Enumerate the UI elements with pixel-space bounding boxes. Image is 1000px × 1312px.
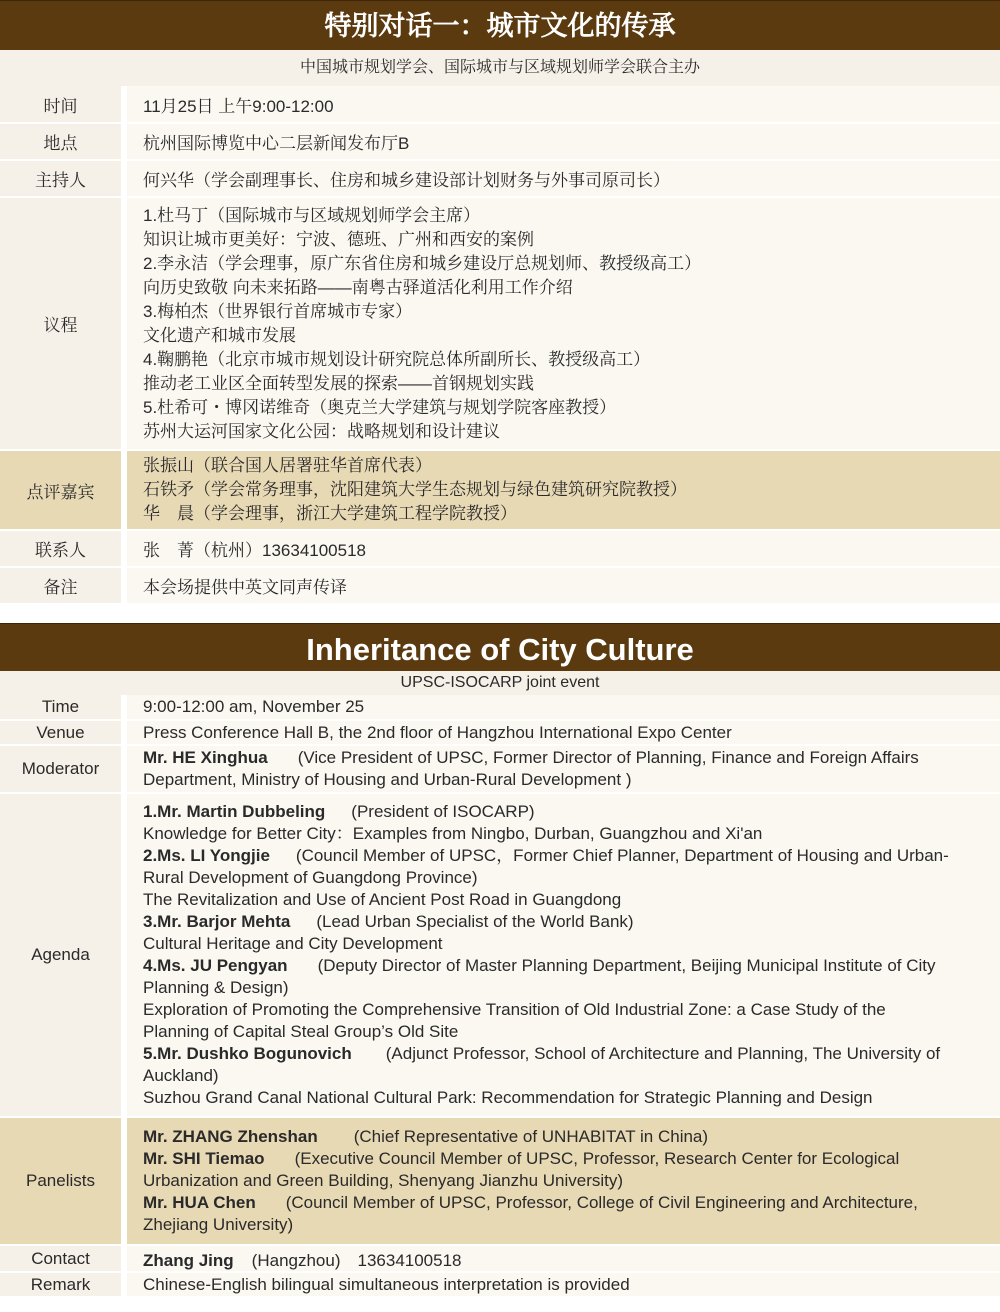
- en-row-remark: [0, 1272, 1000, 1297]
- en-panelist-name: Mr. SHI Tiemao: [143, 1149, 265, 1168]
- cn-agenda-item: 1.杜马丁（国际城市与区域规划师学会主席）: [143, 205, 481, 225]
- en-title: Inheritance of City Culture: [0, 623, 1000, 671]
- en-moderator-role: (Vice President of UPSC, Former Director of Planning, Finance and Foreign Affairs: [297, 748, 919, 767]
- cn-row-time: [0, 86, 1000, 123]
- cn-panelist: 石铁矛（学会常务理事，沈阳建筑大学生态规划与绿色建筑研究院教授）: [143, 480, 687, 499]
- cn-venue-value: 杭州国际博览中心二层新闻发布厅B: [124, 123, 1000, 160]
- en-panel-label: Panelists: [0, 1117, 124, 1245]
- en-panelist-role: Zhejiang University): [143, 1215, 294, 1234]
- en-speaker-name: 3.Mr. Barjor Mehta: [143, 912, 291, 931]
- cn-venue-label: 地点: [0, 123, 124, 160]
- en-speaker-topic: The Revitalization and Use of Ancient Post Road in Guangdong: [143, 890, 622, 909]
- en-time-value: 9:00-12:00 am, November 25: [124, 695, 1000, 720]
- cn-row-agenda: [0, 197, 1000, 450]
- en-speaker-role: (Deputy Director of Master Planning Department, Beijing Municipal Institute of City: [317, 956, 936, 975]
- en-speaker-topic: Planning of Capital Steal Group’s Old Site: [143, 1022, 459, 1041]
- cn-contact-label: 联系人: [0, 530, 124, 567]
- cn-agenda-item: 4.鞠鹏艳（北京市城市规划设计研究院总体所副所长、教授级高工）: [143, 349, 651, 369]
- en-time-label: Time: [0, 695, 124, 720]
- en-speaker-role: Auckland): [143, 1066, 219, 1085]
- cn-schedule-table: [0, 86, 1000, 605]
- en-speaker-role: Planning & Design): [143, 978, 289, 997]
- en-row-moderator: [0, 745, 1000, 793]
- en-moderator-value: [124, 745, 1000, 793]
- en-speaker-role: (Lead Urban Specialist of the World Bank): [316, 912, 634, 931]
- en-speaker-name: 5.Mr. Dushko Bogunovich: [143, 1044, 352, 1063]
- cn-panel-list: [124, 450, 1000, 530]
- cn-panelist: 华 晨（学会理事，浙江大学建筑工程学院教授）: [143, 504, 517, 523]
- cn-time-value: 11月25日 上午9:00-12:00: [124, 86, 1000, 123]
- en-row-contact: [0, 1245, 1000, 1272]
- cn-panel-label: 点评嘉宾: [0, 450, 124, 530]
- en-row-time: [0, 695, 1000, 720]
- cn-agenda-item: 3.梅柏杰（世界银行首席城市专家）: [143, 301, 413, 321]
- cn-host-label: 主持人: [0, 160, 124, 197]
- en-row-venue: [0, 720, 1000, 745]
- cn-time-label: 时间: [0, 86, 124, 123]
- en-remark-value: Chinese-English bilingual simultaneous interpretation is provided: [124, 1272, 1000, 1297]
- en-contact-detail: (Hangzhou) 13634100518: [251, 1251, 462, 1270]
- cn-agenda-label: 议程: [0, 197, 124, 450]
- cn-organizers: 中国城市规划学会、国际城市与区域规划师学会联合主办: [0, 50, 1000, 86]
- cn-agenda-item: 推动老工业区全面转型发展的探索——首钢规划实践: [143, 373, 534, 393]
- cn-row-panel: [0, 450, 1000, 530]
- english-section: [0, 623, 1000, 1298]
- en-speaker-topic: Suzhou Grand Canal National Cultural Park: Recommendation for Strategic Planning and Design: [143, 1088, 873, 1107]
- en-agenda-label: Agenda: [0, 793, 124, 1117]
- en-contact-label: Contact: [0, 1245, 124, 1272]
- en-speaker-name: 2.Ms. LI Yongjie: [143, 846, 270, 865]
- chinese-section: [0, 0, 1000, 605]
- en-organizers: UPSC-ISOCARP joint event: [0, 671, 1000, 695]
- cn-panelist: 张振山（联合国人居署驻华首席代表）: [143, 456, 432, 475]
- cn-remark-label: 备注: [0, 567, 124, 604]
- en-panelist-role: (Executive Council Member of UPSC, Professor, Research Center for Ecological: [294, 1149, 900, 1168]
- en-speaker-topic: Exploration of Promoting the Comprehensive Transition of Old Industrial Zone: a Case Study of the: [143, 1000, 886, 1019]
- en-moderator-name: Mr. HE Xinghua: [143, 748, 268, 767]
- cn-agenda-item: 苏州大运河国家文化公园：战略规划和设计建议: [143, 421, 500, 441]
- en-panelist-name: Mr. HUA Chen: [143, 1193, 256, 1212]
- cn-title: 特别对话一：城市文化的传承: [0, 0, 1000, 50]
- en-agenda-list: [124, 793, 1000, 1117]
- en-panelist-role: Urbanization and Green Building, Shenyang Jianzhu University): [143, 1171, 624, 1190]
- cn-agenda-item: 2.李永洁（学会理事，原广东省住房和城乡建设厅总规划师、教授级高工）: [143, 253, 702, 273]
- en-speaker-role: (President of ISOCARP): [351, 802, 535, 821]
- en-venue-label: Venue: [0, 720, 124, 745]
- en-speaker-name: 4.Ms. JU Pengyan: [143, 956, 288, 975]
- cn-remark-value: 本会场提供中英文同声传译: [124, 567, 1000, 604]
- en-contact-name: Zhang Jing: [143, 1251, 234, 1270]
- en-panelist-name: Mr. ZHANG Zhenshan: [143, 1127, 318, 1146]
- cn-host-value: 何兴华（学会副理事长、住房和城乡建设部计划财务与外事司原司长）: [124, 160, 1000, 197]
- en-moderator-label: Moderator: [0, 745, 124, 793]
- cn-contact-value: 张 菁（杭州）13634100518: [124, 530, 1000, 567]
- cn-agenda-item: 知识让城市更美好：宁波、德班、广州和西安的案例: [143, 229, 534, 249]
- en-panel-list: [124, 1117, 1000, 1245]
- en-panelist-role: (Chief Representative of UNHABITAT in China): [353, 1127, 709, 1146]
- en-speaker-role: Rural Development of Guangdong Province): [143, 868, 478, 887]
- en-row-panel: [0, 1117, 1000, 1245]
- cn-row-host: [0, 160, 1000, 197]
- en-contact-value: [124, 1245, 1000, 1272]
- cn-row-venue: [0, 123, 1000, 160]
- en-speaker-topic: Knowledge for Better City：Examples from Ningbo, Durban, Guangzhou and Xi'an: [143, 824, 763, 843]
- en-speaker-role: (Council Member of UPSC，Former Chief Planner, Department of Housing and Urban-: [295, 846, 949, 865]
- cn-agenda-list: [124, 197, 1000, 450]
- en-speaker-role: (Adjunct Professor, School of Architecture and Planning, The University of: [385, 1044, 941, 1063]
- en-schedule-table: [0, 695, 1000, 1298]
- en-venue-value: Press Conference Hall B, the 2nd floor of Hangzhou International Expo Center: [124, 720, 1000, 745]
- en-speaker-topic: Cultural Heritage and City Development: [143, 934, 443, 953]
- cn-row-contact: [0, 530, 1000, 567]
- en-row-agenda: [0, 793, 1000, 1117]
- cn-row-remark: [0, 567, 1000, 604]
- en-remark-label: Remark: [0, 1272, 124, 1297]
- en-speaker-name: 1.Mr. Martin Dubbeling: [143, 802, 326, 821]
- cn-agenda-item: 文化遗产和城市发展: [143, 325, 296, 345]
- en-moderator-role: Department, Ministry of Housing and Urban-Rural Development ): [143, 770, 632, 789]
- cn-agenda-item: 5.杜希可・博冈诺维奇（奥克兰大学建筑与规划学院客座教授）: [143, 397, 617, 417]
- cn-agenda-item: 向历史致敬 向未来拓路——南粤古驿道活化利用工作介绍: [143, 277, 573, 297]
- en-panelist-role: (Council Member of UPSC, Professor, College of Civil Engineering and Architecture,: [285, 1193, 918, 1212]
